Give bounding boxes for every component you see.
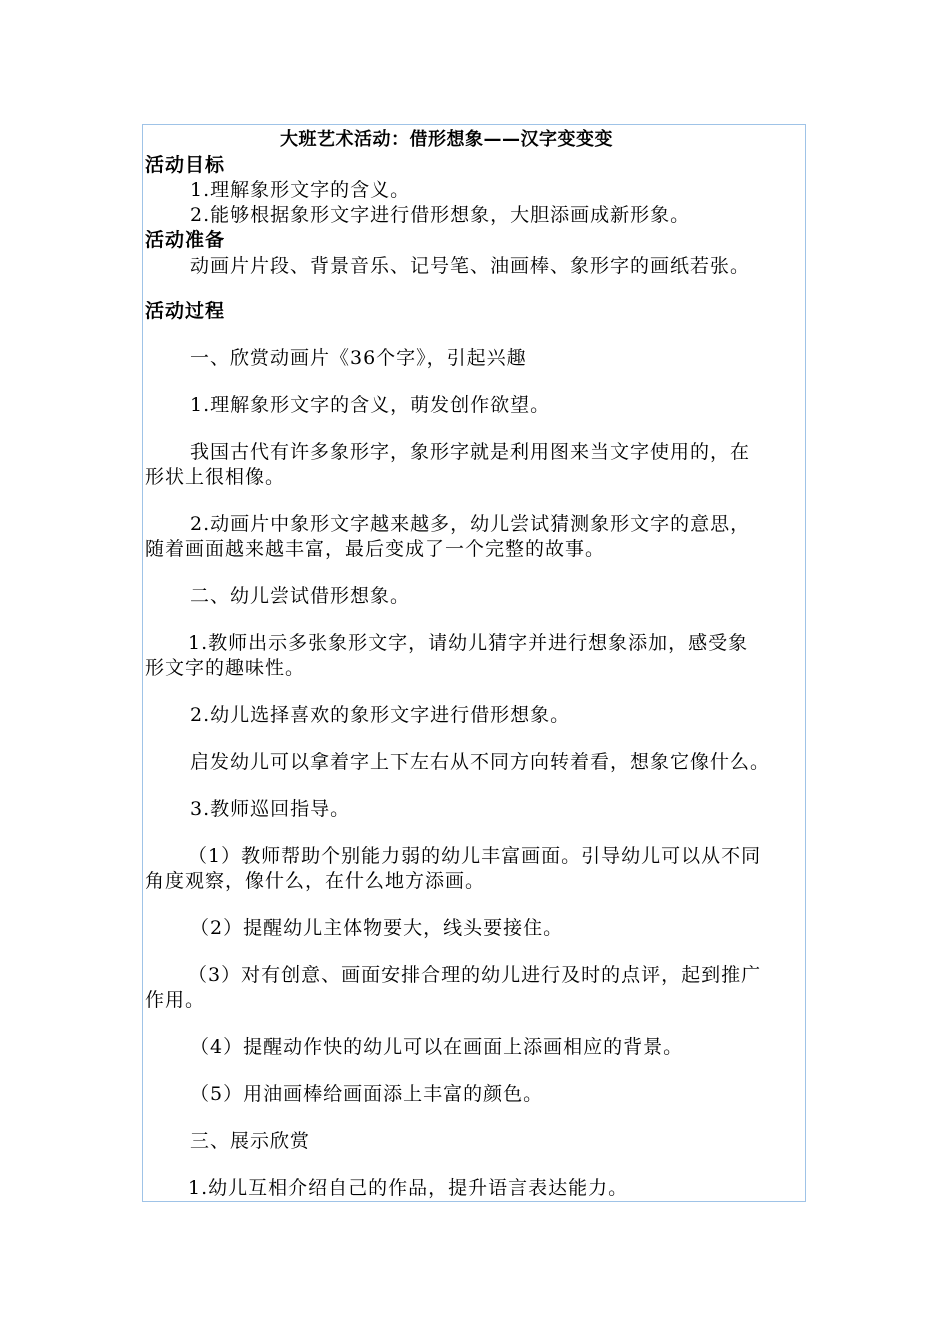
page-title: 大班艺术活动：借形想象——汉字变变变 [280,129,613,150]
paragraph-line: 我国古代有许多象形字，象形字就是利用图来当文字使用的，在 [190,441,751,463]
paragraph-line: （1）教师帮助个别能力弱的幼儿丰富画面。引导幼儿可以从不同 [188,845,762,867]
goal-item: 2.能够根据象形文字进行借形想象，大胆添画成新形象。 [190,204,691,226]
paragraph-line: 随着画面越来越丰富，最后变成了一个完整的故事。 [145,538,606,560]
prep-heading: 活动准备 [145,229,226,251]
section-heading: 三、展示欣赏 [190,1130,311,1152]
section-heading: 一、欣赏动画片《36个字》，引起兴趣 [190,347,527,369]
paragraph-line: （3）对有创意、画面安排合理的幼儿进行及时的点评，起到推广 [188,964,762,986]
paragraph-line: 角度观察，像什么，在什么地方添画。 [145,870,486,892]
paragraph-line: 启发幼儿可以拿着字上下左右从不同方向转着看，想象它像什么。 [190,751,771,773]
paragraph-line: 3.教师巡回指导。 [190,798,351,820]
paragraph-line: 形文字的趣味性。 [145,657,306,679]
paragraph-line: 2.动画片中象形文字越来越多，幼儿尝试猜测象形文字的意思， [190,513,751,535]
paragraph-line: 作用。 [145,989,206,1011]
paragraph-line: （4）提醒动作快的幼儿可以在画面上添画相应的背景。 [190,1036,684,1058]
paragraph-line: 形状上很相像。 [145,466,286,488]
process-heading: 活动过程 [145,300,226,322]
paragraph-line: 1.理解象形文字的含义，萌发创作欲望。 [190,394,551,416]
paragraph-line: （5）用油画棒给画面添上丰富的颜色。 [190,1083,544,1105]
goals-heading: 活动目标 [145,154,226,176]
paragraph-line: 2.幼儿选择喜欢的象形文字进行借形想象。 [190,704,571,726]
paragraph-line: 1.幼儿互相介绍自己的作品，提升语言表达能力。 [188,1177,629,1199]
paragraph-line: （2）提醒幼儿主体物要大，线头要接住。 [190,917,564,939]
goal-item: 1.理解象形文字的含义。 [190,179,411,201]
prep-text: 动画片片段、背景音乐、记号笔、油画棒、象形字的画纸若张。 [190,255,751,277]
section-heading: 二、幼儿尝试借形想象。 [190,585,411,607]
paragraph-line: 1.教师出示多张象形文字，请幼儿猜字并进行想象添加，感受象 [188,632,749,654]
